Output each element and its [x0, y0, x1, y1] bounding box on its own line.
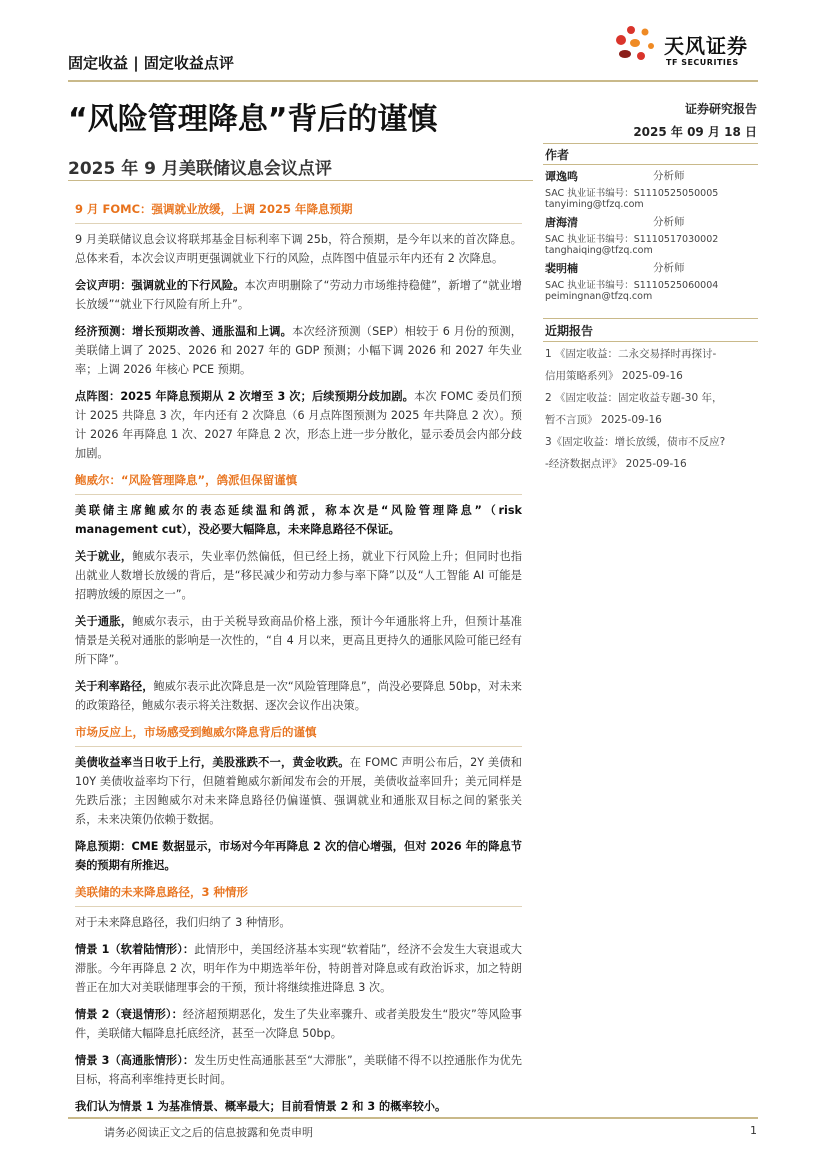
paragraph: 美债收益率当日收于上行，美股涨跌不一，黄金收跌。在 FOMC 声明公布后，2Y 美债和 10Y 美债收益率均下行，但随着鲍威尔新闻发布会的开展，美债收益率回升；美元同样是先跌后涨；主因鲍威尔对未来降息路径仍偏谨慎、强调就业和通胀双目标之间的紧张关系，未来决策仍依赖于数据。 — [75, 756, 522, 826]
recent-report-item[interactable]: 1 《固定收益：二永交易择时再探讨- 信用策略系列》 2025-09-16 — [545, 348, 717, 382]
sidebar-divider — [543, 341, 758, 342]
paragraph: 情景 2（衰退情形）：经济超预期恶化，发生了失业率骤升、或者美股发生“股灾”等风险事件，美联储大幅降息托底经济，甚至一次降息 50bp。 — [75, 1008, 522, 1040]
paragraph: 点阵图：2025 年降息预期从 2 次增至 3 次；后续预期分歧加剧。本次 FOMC 委员们预计 2025 共降息 3 次，年内还有 2 次降息（6 月点阵图预测为 2025 年共降息 2 次）。预计 2026 年再降息 1 次、2027 年降息 2 次，形态上进一步分散化，显示委员会内部分歧加剧。 — [75, 390, 522, 460]
recent-reports-heading: 近期报告 — [545, 324, 594, 338]
author-name: 裴明楠 — [545, 262, 578, 275]
header-divider — [68, 80, 758, 82]
author-role: 分析师 — [653, 216, 685, 228]
section-heading: 市场反应上，市场感受到鲍威尔降息背后的谨慎 — [75, 725, 317, 739]
section-heading: 美联储的未来降息路径，3 种情形 — [75, 885, 249, 899]
section-divider — [75, 223, 522, 224]
author-license: SAC 执业证书编号：S1110525050005 — [545, 188, 719, 199]
sidebar-divider — [543, 164, 758, 165]
title-divider — [68, 180, 533, 181]
paragraph: 我们认为情景 1 为基准情景、概率最大；目前看情景 2 和 3 的概率较小。 — [75, 1100, 447, 1113]
report-category: 固定收益 | 固定收益点评 — [68, 54, 234, 72]
recent-report-item[interactable]: 3《固定收益：增长放缓，债市不反应? -经济数据点评》 2025-09-16 — [545, 436, 726, 470]
author-name: 唐海清 — [545, 216, 578, 229]
recent-report-item[interactable]: 2 《固定收益：固定收益专题-30 年， 暂不言顶》 2025-09-16 — [545, 392, 723, 426]
page-title: “风险管理降息”背后的谨慎 — [68, 102, 438, 137]
paragraph: 对于未来降息路径，我们归纳了 3 种情形。 — [75, 916, 291, 929]
report-type: 证券研究报告 — [684, 102, 757, 116]
author-card — [545, 168, 758, 210]
section-divider — [75, 746, 522, 747]
section-heading: 鲍威尔：“风险管理降息”，鸽派但保留谨慎 — [75, 473, 298, 487]
author-role: 分析师 — [653, 170, 685, 182]
paragraph: 关于利率路径，鲍威尔表示此次降息是一次“风险管理降息”，尚没必要降息 50bp，对未来的政策路径，鲍威尔表示将关注数据、逐次会议作出决策。 — [75, 680, 522, 712]
brand-subtitle: TF SECURITIES — [666, 58, 739, 67]
author-role: 分析师 — [653, 262, 685, 274]
paragraph: 美联储主席鲍威尔的表态延续温和鸽派，称本次是“风险管理降息”（risk management cut），没必要大幅降息，未来降息路径不保证。 — [75, 504, 522, 536]
author-email[interactable]: peimingnan@tfzq.com — [545, 291, 653, 302]
paragraph: 情景 3（高通胀情形）：发生历史性高通胀甚至“大滞胀”，美联储不得不以控通胀作为优先目标，将高利率维持更长时间。 — [75, 1054, 522, 1086]
footer-divider — [68, 1117, 758, 1119]
section-divider — [75, 494, 522, 495]
author-license: SAC 执业证书编号：S1110525060004 — [545, 280, 719, 291]
author-card — [545, 260, 758, 302]
paragraph: 会议声明：强调就业的下行风险。本次声明删除了“劳动力市场维持稳健”，新增了“就业增长放缓”“就业下行风险有所上升”。 — [75, 279, 522, 311]
paragraph: 降息预期：CME 数据显示，市场对今年再降息 2 次的信心增强，但对 2026 年的降息节奏的预期有所推迟。 — [75, 840, 522, 872]
footer-disclaimer: 请务必阅读正文之后的信息披露和免责申明 — [104, 1126, 313, 1139]
sidebar-divider — [543, 318, 758, 319]
page-subtitle: 2025 年 9 月美联储议息会议点评 — [68, 159, 332, 179]
author-email[interactable]: tanyiming@tfzq.com — [545, 199, 644, 210]
report-date: 2025 年 09 月 18 日 — [633, 125, 757, 139]
author-license: SAC 执业证书编号：S1110517030002 — [545, 234, 719, 245]
section-heading: 9 月 FOMC：强调就业放缓，上调 2025 年降息预期 — [75, 202, 353, 216]
brand-name: 天风证券 — [664, 34, 748, 58]
page-number: 1 — [750, 1124, 757, 1137]
section-divider — [75, 906, 522, 907]
paragraph: 关于通胀，鲍威尔表示，由于关税导致商品价格上涨，预计今年通胀将上升，但预计基准情景是关税对通胀的影响是一次性的，“自 4 月以来，更高且更持久的通胀风险可能已经有所下降”。 — [75, 615, 522, 666]
paragraph: 情景 1（软着陆情形）：此情形中，美国经济基本实现“软着陆”，经济不会发生大衰退或大滞胀。今年再降息 2 次，明年作为中期选举年份，特朗普对降息或有政治诉求，加之特朗普正在加大对美联储理事会的干预，预计将继续推进降息 3 次。 — [75, 943, 522, 994]
authors-heading: 作者 — [545, 148, 570, 162]
author-name: 谭逸鸣 — [545, 170, 578, 183]
sidebar-divider — [543, 143, 758, 144]
author-email[interactable]: tanghaiqing@tfzq.com — [545, 245, 653, 256]
paragraph: 关于就业，鲍威尔表示，失业率仍然偏低，但已经上扬，就业下行风险上升；但同时也指出就业人数增长放缓的背后，是“移民减少和劳动力参与率下降”以及“人工智能 AI 可能是招聘放缓的原因之一”。 — [75, 550, 522, 601]
paragraph: 9 月美联储议息会议将联邦基金目标利率下调 25b，符合预期，是今年以来的首次降息。总体来看，本次会议声明更强调就业下行的风险，点阵图中值显示年内还有 2 次降息。 — [75, 233, 522, 265]
main-body — [75, 200, 522, 1116]
recent-reports-list — [545, 343, 758, 475]
author-card — [545, 214, 758, 256]
paragraph: 经济预测：增长预期改善、通胀温和上调。本次经济预测（SEP）相较于 6 月份的预测，美联储上调了 2025、2026 和 2027 年的 GDP 预测；小幅下调 2026 和 2027 年失业率；上调 2026 年核心 PCE 预期。 — [75, 325, 522, 376]
